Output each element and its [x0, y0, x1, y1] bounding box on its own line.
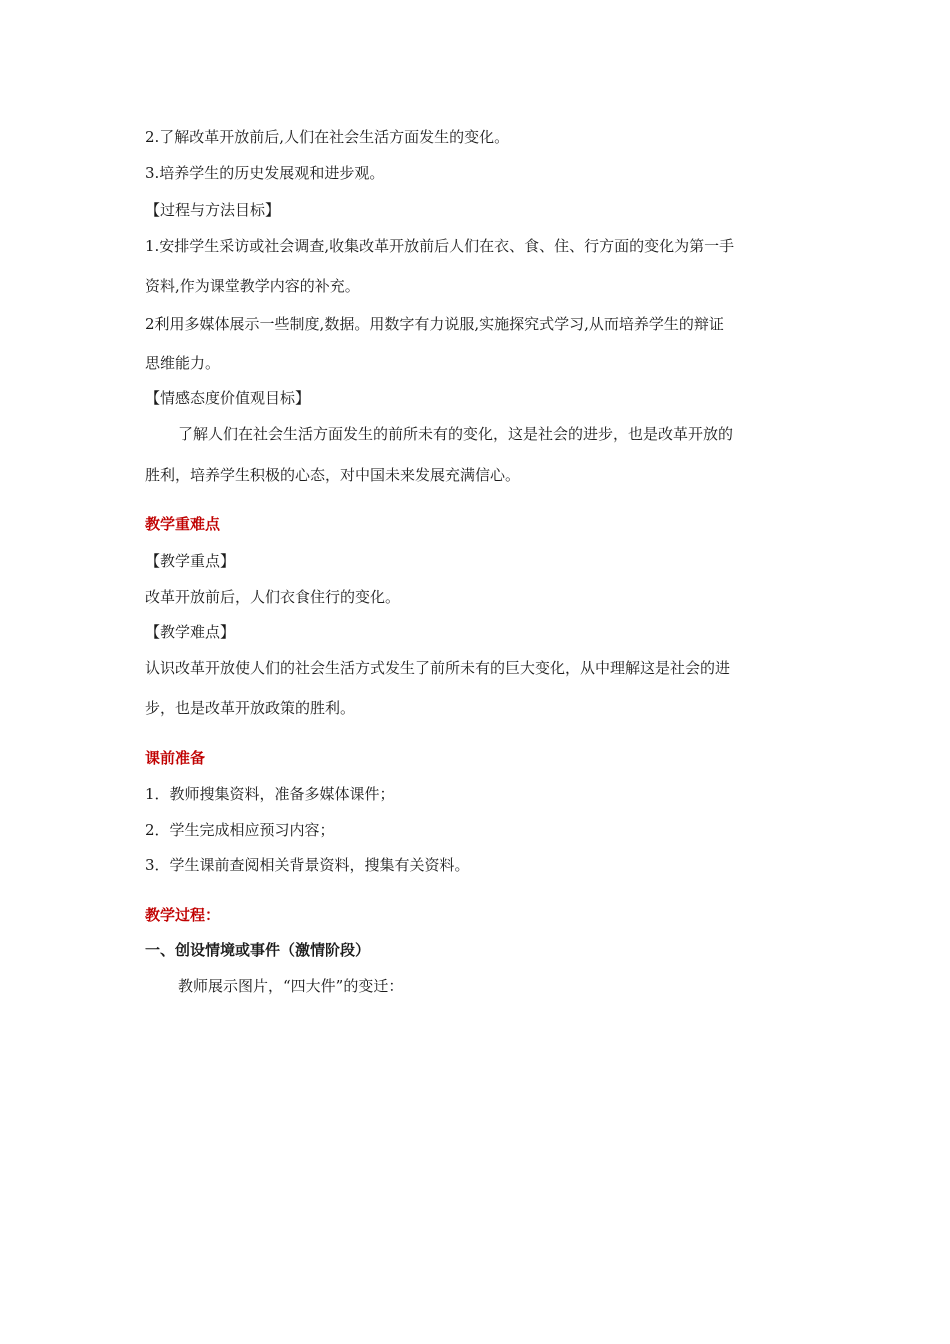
process-goal-1-line-2: 资料,作为课堂教学内容的补充。 — [145, 277, 360, 295]
goal-item-3: 3.培养学生的历史发展观和进步观。 — [145, 164, 385, 182]
difficulty-line-1: 认识改革开放使人们的社会生活方式发生了前所未有的巨大变化，从中理解这是社会的进 — [145, 659, 731, 677]
focus-text: 改革开放前后，人们衣食住行的变化。 — [145, 588, 401, 606]
section-1-heading: 一、创设情境或事件（激情阶段） — [145, 941, 371, 959]
section-1-text: 教师展示图片，“四大件”的变迁： — [178, 977, 404, 995]
key-points-title: 教学重难点 — [145, 515, 221, 533]
emotion-goals-heading: 【情感态度价值观目标】 — [145, 389, 311, 407]
emotion-goal-line-1: 了解人们在社会生活方面发生的前所未有的变化，这是社会的进步，也是改革开放的 — [178, 425, 734, 443]
emotion-goal-line-2: 胜利，培养学生积极的心态，对中国未来发展充满信心。 — [145, 466, 521, 484]
focus-heading: 【教学重点】 — [145, 552, 236, 570]
preparation-item-3: 3．学生课前查阅相关背景资料，搜集有关资料。 — [145, 856, 470, 874]
process-goal-1-line-1: 1.安排学生采访或社会调查,收集改革开放前后人们在衣、食、住、行方面的变化为第一手 — [145, 237, 735, 255]
difficulty-line-2: 步，也是改革开放政策的胜利。 — [145, 699, 356, 717]
process-title: 教学过程： — [145, 906, 221, 924]
goal-item-2: 2.了解改革开放前后,人们在社会生活方面发生的变化。 — [145, 128, 510, 146]
process-goal-2-line-2: 思维能力。 — [145, 354, 221, 372]
process-goal-2-line-1: 2利用多媒体展示一些制度,数据。用数字有力说服,实施探究式学习,从而培养学生的辩证 — [145, 315, 724, 333]
process-goals-heading: 【过程与方法目标】 — [145, 201, 281, 219]
preparation-item-1: 1．教师搜集资料，准备多媒体课件； — [145, 785, 395, 803]
preparation-item-2: 2．学生完成相应预习内容； — [145, 821, 335, 839]
preparation-title: 课前准备 — [145, 749, 206, 767]
difficulty-heading: 【教学难点】 — [145, 623, 236, 641]
